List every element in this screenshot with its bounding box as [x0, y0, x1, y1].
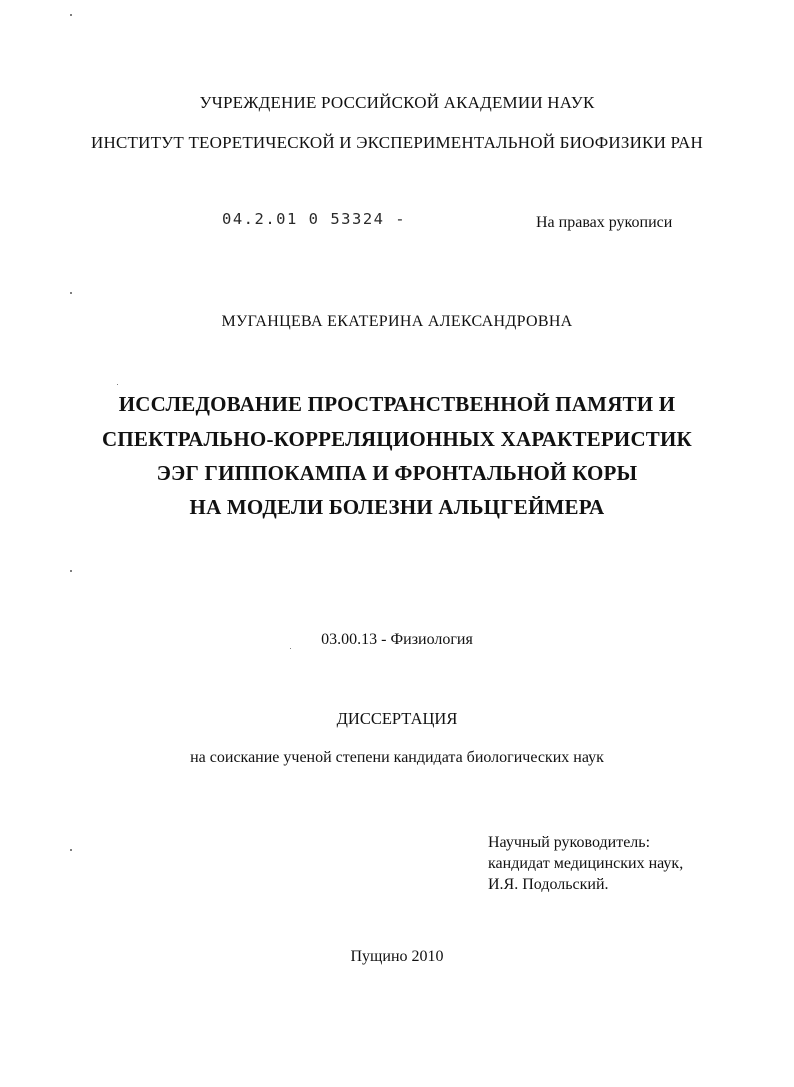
supervisor-label: Научный руководитель:	[488, 834, 651, 851]
scan-speck	[117, 384, 118, 385]
thesis-title-line-1: ИССЛЕДОВАНИЕ ПРОСТРАНСТВЕННОЙ ПАМЯТИ И	[118, 392, 676, 416]
scan-speck	[70, 14, 72, 16]
institution-line-1: УЧРЕЖДЕНИЕ РОССИЙСКОЙ АКАДЕМИИ НАУК	[199, 93, 595, 112]
institution-line-2: ИНСТИТУТ ТЕОРЕТИЧЕСКОЙ И ЭКСПЕРИМЕНТАЛЬНОЙ БИОФИЗИКИ РАН	[91, 133, 703, 152]
document-type: ДИССЕРТАЦИЯ	[336, 709, 458, 728]
scan-speck	[70, 849, 72, 851]
rights-note: На правах рукописи	[536, 214, 673, 231]
degree-statement: на соискание ученой степени кандидата биологических наук	[190, 749, 604, 766]
author-name: МУГАНЦЕВА ЕКАТЕРИНА АЛЕКСАНДРОВНА	[221, 313, 573, 330]
thesis-title-line-2: СПЕКТРАЛЬНО-КОРРЕЛЯЦИОННЫХ ХАРАКТЕРИСТИК	[102, 427, 692, 451]
supervisor-name: И.Я. Подольский.	[488, 876, 609, 893]
registration-stamp: 04.2.01 0 53324 -	[222, 210, 407, 228]
thesis-title-line-3: ЭЭГ ГИППОКАМПА И ФРОНТАЛЬНОЙ КОРЫ	[156, 461, 638, 485]
city-year: Пущино 2010	[350, 948, 444, 965]
scan-speck	[70, 570, 72, 572]
thesis-title-line-4: НА МОДЕЛИ БОЛЕЗНИ АЛЬЦГЕЙМЕРА	[189, 495, 605, 519]
specialty-code: 03.00.13 - Физиология	[321, 631, 473, 648]
scan-speck	[70, 292, 72, 294]
supervisor-degree: кандидат медицинских наук,	[488, 855, 684, 872]
